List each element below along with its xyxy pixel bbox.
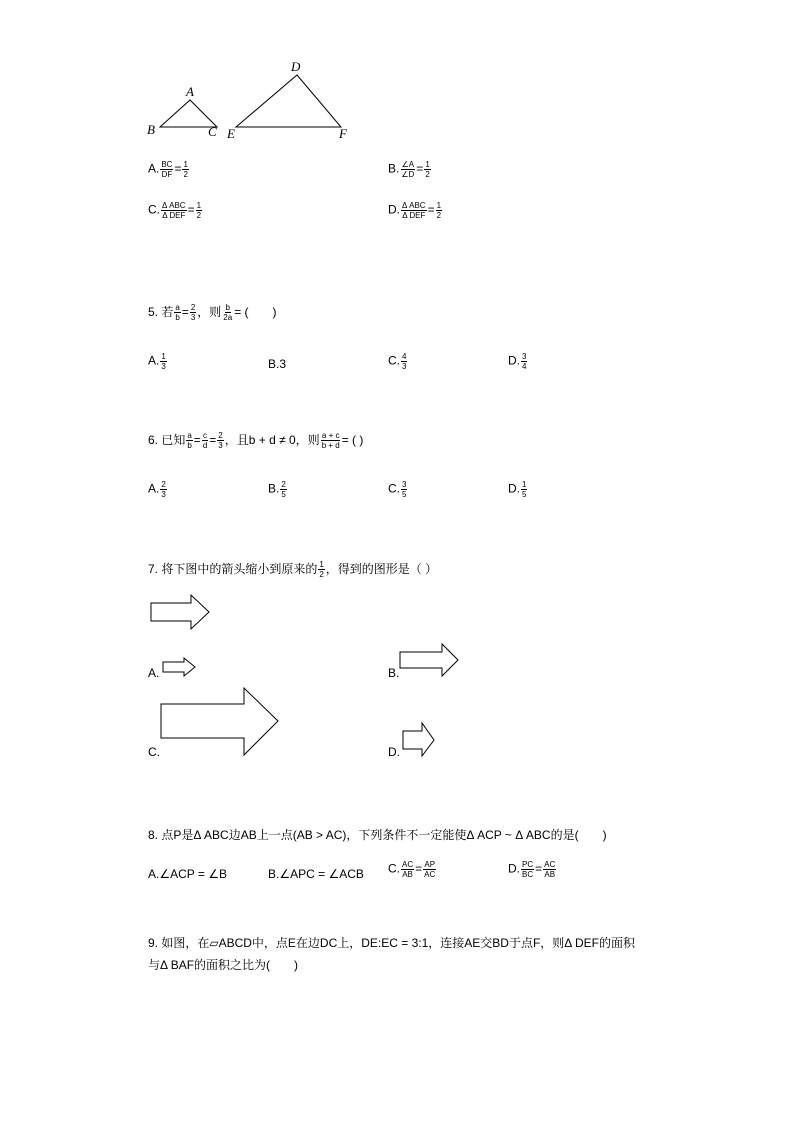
point-label-a: A bbox=[186, 84, 194, 99]
question-5: 5. 若 $\frac{a}{b}$ = $\frac{2}{3}$ ，则 $\frac{b}{2a}$ = ( ) bbox=[148, 303, 277, 323]
q4-option-a[interactable]: A. $\frac{BC}{DF}$ = $\frac{1}{2}$ bbox=[148, 160, 188, 179]
q8-option-a[interactable]: A.∠ACP = ∠B bbox=[148, 867, 227, 881]
q5-option-c[interactable]: C. $\frac{4}{3}$ bbox=[388, 352, 407, 371]
q6-option-c[interactable]: C. $\frac{3}{5}$ bbox=[388, 480, 407, 499]
triangles-figure bbox=[0, 0, 794, 150]
point-label-b: B bbox=[147, 122, 155, 137]
question-9-line2: 与Δ BAF的面积之比为( ) bbox=[148, 958, 299, 972]
q7-option-b-label[interactable]: B. bbox=[388, 666, 400, 680]
question-6: 6. 已知 $\frac{a}{b}$ = $\frac{c}{d}$ = $\frac{2}{3}$ ，且b + d ≠ 0，则 $\frac{a + c}{b + d}$ = ( ) bbox=[148, 431, 364, 451]
q5-option-d[interactable]: D. $\frac{3}{4}$ bbox=[508, 352, 527, 371]
original-arrow bbox=[150, 594, 210, 630]
q5-option-b[interactable]: B.3 bbox=[268, 357, 287, 371]
fraction: $\frac{\text{Δ ABC}}{\text{Δ DEF}}$ bbox=[402, 201, 426, 220]
fraction: $\frac{1}{2}$ bbox=[425, 160, 430, 179]
q7-option-c-label[interactable]: C. bbox=[148, 745, 160, 759]
question-9-line1: 9. 如图，在▱ABCD中，点E在边DC上，DE:EC = 3:1，连接AE交BD于点F，则Δ DEF的面积 bbox=[148, 936, 635, 950]
point-label-d: D bbox=[291, 59, 301, 74]
triangle-abc bbox=[160, 100, 217, 127]
point-label-e: E bbox=[227, 126, 235, 141]
q6-option-d[interactable]: D. $\frac{1}{5}$ bbox=[508, 480, 527, 499]
q7-option-a-label[interactable]: A. bbox=[148, 666, 160, 680]
question-8: 8. 点P是Δ ABC边AB上一点(AB > AC)，下列条件不一定能使Δ ACP ~ Δ ABC的是( ) bbox=[148, 828, 607, 842]
fraction: $\frac{1}{2}$ bbox=[436, 201, 442, 220]
q6-option-b[interactable]: B. $\frac{2}{5}$ bbox=[268, 480, 286, 499]
q7-option-d-label[interactable]: D. bbox=[388, 745, 400, 759]
q4-option-d[interactable]: D. $\frac{\text{Δ ABC}}{\text{Δ DEF}}$ = $\frac{1}{2}$ bbox=[388, 201, 442, 220]
q8-option-c[interactable]: C. $\frac{AC}{AB}$ = $\frac{AP}{AC}$ bbox=[388, 860, 436, 879]
q8-option-b[interactable]: B.∠APC = ∠ACB bbox=[268, 867, 364, 881]
q8-option-d[interactable]: D. $\frac{PC}{BC}$ = $\frac{AC}{AB}$ bbox=[508, 860, 556, 879]
fraction: $\frac{1}{2}$ bbox=[196, 201, 202, 220]
fraction: $\frac{BC}{DF}$ bbox=[161, 160, 173, 179]
fraction: $\frac{1}{2}$ bbox=[183, 160, 188, 179]
point-label-f: F bbox=[339, 126, 347, 141]
fraction: $\frac{\angle A}{\angle D}$ bbox=[401, 160, 415, 179]
arrow-option-d[interactable] bbox=[402, 722, 436, 758]
arrow-option-c[interactable] bbox=[160, 687, 280, 757]
q4-option-c[interactable]: C. $\frac{\text{Δ ABC}}{\text{Δ DEF}}$ = $\frac{1}{2}$ bbox=[148, 201, 202, 220]
q4-option-b[interactable]: B. $\frac{\angle A}{\angle D}$ = $\frac{1}{2}$ bbox=[388, 160, 430, 179]
q6-option-a[interactable]: A. $\frac{2}{3}$ bbox=[148, 480, 166, 499]
arrow-option-b[interactable] bbox=[399, 643, 459, 677]
triangle-def bbox=[236, 75, 341, 127]
point-label-c: C bbox=[208, 124, 217, 139]
fraction: $\frac{\text{Δ ABC}}{\text{Δ DEF}}$ bbox=[162, 201, 186, 220]
arrow-option-a[interactable] bbox=[162, 657, 196, 677]
q5-option-a[interactable]: A. $\frac{1}{3}$ bbox=[148, 352, 166, 371]
question-7: 7. 将下图中的箭头缩小到原来的 $\frac{1}{2}$ ，得到的图形是（ ） bbox=[148, 560, 438, 580]
